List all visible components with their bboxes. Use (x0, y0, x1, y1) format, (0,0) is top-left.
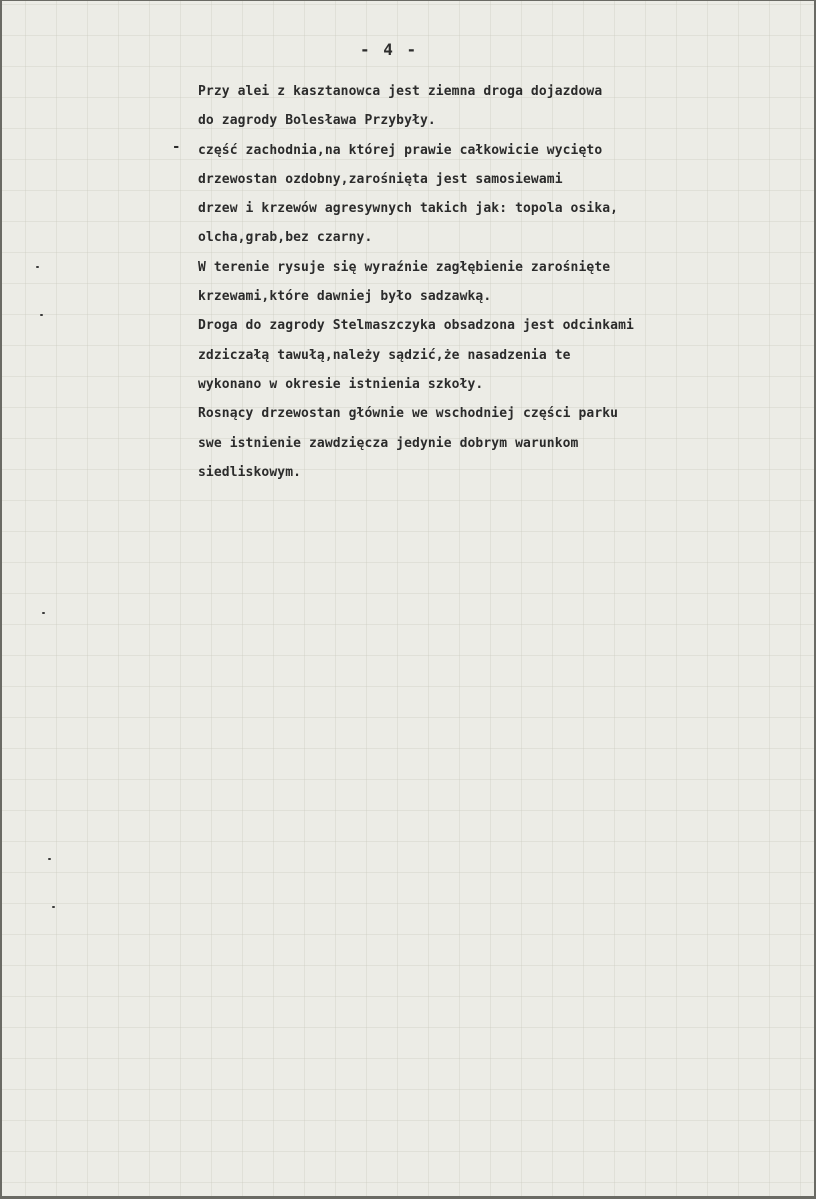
text-line: wykonano w okresie istnienia szkoły. (198, 376, 484, 392)
text-line: siedliskowym. (198, 464, 302, 480)
margin-speck (42, 612, 45, 614)
margin-speck (48, 858, 51, 860)
text-line: krzewami,które dawniej było sadzawką. (198, 289, 492, 305)
text-line: drzewostan ozdobny,zarośnięta jest samosiewami (198, 171, 563, 187)
text-line: Droga do zagrody Stelmaszczyka obsadzona jest odcinkami (198, 318, 634, 334)
text-line: swe istnienie zawdzięcza jedynie dobrym warunkom (198, 435, 579, 451)
text-line: olcha,grab,bez czarny. (198, 230, 373, 246)
text-line: drzew i krzewów agresywnych takich jak: topola osika, (198, 201, 619, 217)
text-line: zdziczałą tawułą,należy sądzić,że nasadzenia te (198, 347, 571, 363)
text-line: Rosnący drzewostan głównie we wschodniej części parku (198, 406, 619, 422)
text-line: Przy alei z kasztanowca jest ziemna droga dojazdowa (198, 84, 603, 99)
page-number: - 4 - (360, 40, 419, 59)
body-text (198, 77, 798, 487)
margin-speck (40, 314, 43, 316)
text-line: W terenie rysuje się wyraźnie zagłębienie zarośnięte (198, 259, 611, 275)
text-line: część zachodnia,na której prawie całkowicie wycięto (198, 142, 603, 158)
margin-speck (36, 266, 39, 268)
text-line: do zagrody Bolesława Przybyły. (198, 113, 436, 129)
list-dash-marker: - (172, 139, 181, 155)
margin-speck (52, 906, 55, 908)
